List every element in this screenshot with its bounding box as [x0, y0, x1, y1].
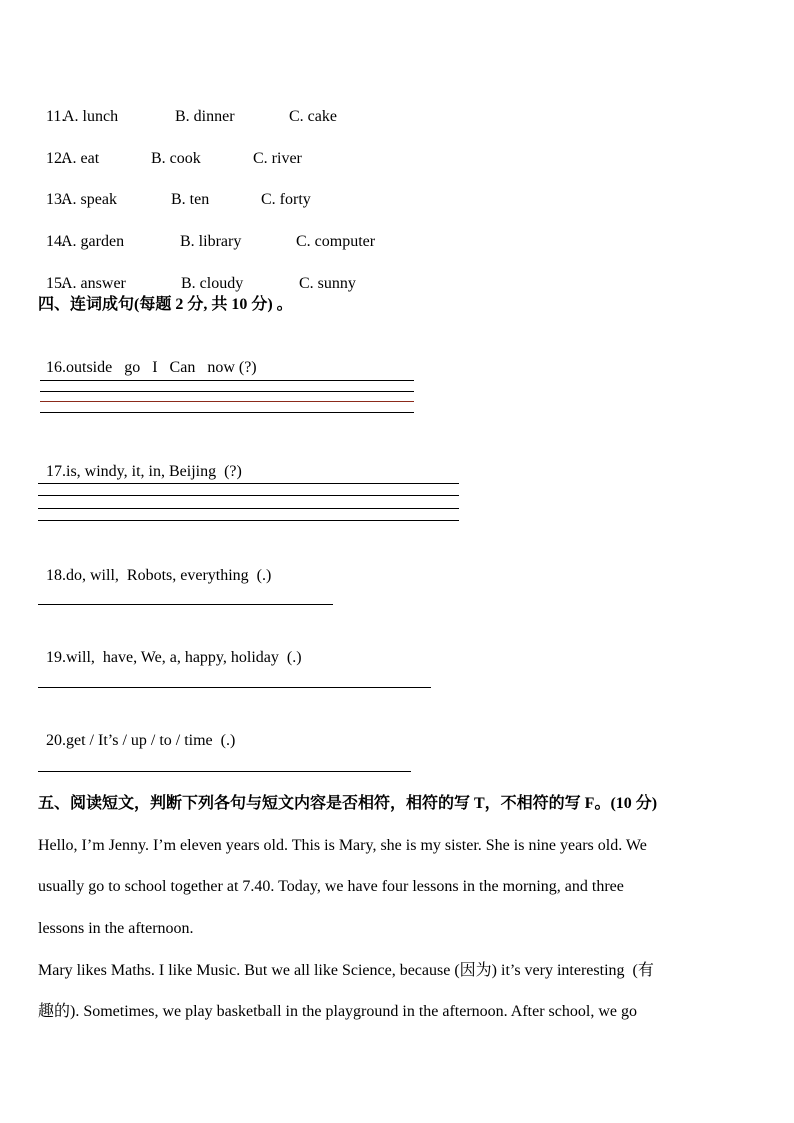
answer-line[interactable]	[38, 604, 333, 605]
option-a: A. lunch	[63, 108, 119, 125]
question-20	[38, 711, 235, 751]
question-number: 12.	[46, 150, 66, 167]
question-text: is, windy, it, in, Beijing (?)	[66, 463, 242, 480]
answer-line[interactable]	[38, 508, 459, 509]
option-b: B. library	[180, 233, 242, 250]
question-number: 20.	[46, 732, 66, 749]
option-b: B. cloudy	[181, 275, 244, 292]
answer-line[interactable]	[38, 687, 431, 688]
question-text: do, will, Robots, everything (.)	[66, 567, 272, 584]
answer-line[interactable]	[40, 412, 414, 413]
answer-line[interactable]	[40, 380, 414, 381]
question-number: 18.	[46, 567, 66, 584]
option-b: B. ten	[171, 191, 210, 208]
question-number: 19.	[46, 649, 66, 666]
passage-line: usually go to school together at 7.40. Today, we have four lessons in the morning, and three	[38, 878, 624, 895]
passage-line: 趣的). Sometimes, we play basketball in the playground in the afternoon. After school, we go	[38, 1003, 637, 1020]
question-number: 16.	[46, 359, 66, 376]
question-number: 15.	[46, 275, 66, 292]
question-16	[38, 338, 257, 378]
option-a: A. speak	[61, 191, 117, 208]
question-text: will, have, We, a, happy, holiday (.)	[66, 649, 302, 666]
option-a: A. eat	[61, 150, 100, 167]
passage-line: Hello, I’m Jenny. I’m eleven years old. This is Mary, she is my sister. She is nine years old. We	[38, 837, 647, 854]
section-5-title: 五、阅读短文，判断下列各句与短文内容是否相符，相符的写 T，不相符的写 F。(10 分)	[38, 795, 658, 812]
answer-line[interactable]	[40, 391, 414, 392]
answer-line[interactable]	[38, 495, 459, 496]
question-number: 17.	[46, 463, 66, 480]
passage-line: lessons in the afternoon.	[38, 920, 194, 937]
question-text: outside go I Can now (?)	[66, 359, 257, 376]
option-b: B. cook	[151, 150, 201, 167]
question-number: 14.	[46, 233, 66, 250]
option-c: C. forty	[261, 191, 311, 208]
answer-line[interactable]	[40, 401, 414, 402]
vocab-row-12	[38, 129, 302, 169]
option-c: C. river	[253, 150, 302, 167]
option-c: C. sunny	[299, 275, 356, 292]
section-4-title: 四、连词成句(每题 2 分, 共 10 分) 。	[38, 296, 293, 313]
passage-line: Mary likes Maths. I like Music. But we all like Science, because (因为) it’s very interesting (有	[38, 962, 654, 979]
vocab-row-11	[38, 87, 337, 127]
question-19	[38, 628, 302, 668]
answer-line[interactable]	[38, 520, 459, 521]
option-c: C. cake	[289, 108, 337, 125]
option-a: A. answer	[61, 275, 126, 292]
option-a: A. garden	[61, 233, 125, 250]
answer-line[interactable]	[38, 771, 411, 772]
answer-line[interactable]	[38, 483, 459, 484]
vocab-row-15	[38, 254, 356, 294]
vocab-row-14	[38, 212, 376, 252]
option-b: B. dinner	[175, 108, 235, 125]
vocab-row-13	[38, 170, 311, 210]
question-17	[38, 442, 242, 482]
question-number: 11.	[46, 108, 66, 125]
question-number: 13.	[46, 191, 66, 208]
question-18	[38, 546, 271, 586]
question-text: get / It’s / up / to / time (.)	[66, 732, 236, 749]
option-c: C. computer	[296, 233, 376, 250]
